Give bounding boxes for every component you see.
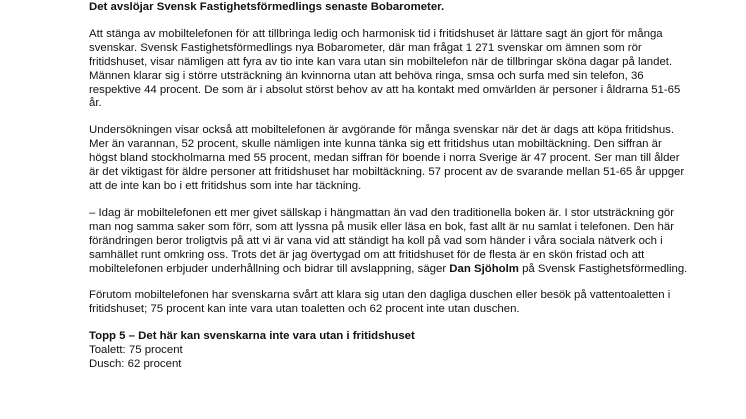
document-title: Det avslöjar Svensk Fastighetsförmedlings senaste Bobarometer.	[89, 1, 445, 13]
quote-speaker-name: Dan Sjöholm	[449, 262, 519, 275]
top5-item: Toalett: 75 procent	[89, 344, 183, 357]
paragraph-closing: Förutom mobiltelefonen har svenskarna svårt att klara sig utan den dagliga duschen eller besök på vattentoaletten i fritidshuset; 75 procent kan inte vara utan toaletten och 62 procent inte utan duschen.	[89, 289, 671, 316]
paragraph-quote	[89, 207, 689, 277]
paragraph-survey: Undersökningen visar också att mobiltelefonen är avgörande för många svenskar när det är dags att köpa fritidshus. Mer än varannan, 52 procent, skulle nämligen inte kunna tänka sig ett fritidshus utan mobiltäckning. Den siffran är högst bland stockholmarna med 55 procent, medan siffran för boende i norra Sverige är 47 procent. Ser man till ålder är det viktigast för äldre personer att fritidshuset har mobiltäckning. 57 procent av de svarande mellan 51-65 år uppger att de inte kan bo i ett fritidshus som inte har täckning.	[89, 124, 685, 192]
paragraph-intro: Att stänga av mobiltelefonen för att tillbringa ledig och harmonisk tid i fritidshuset är lättare sagt än gjort för många svenskar. Svensk Fastighetsförmedlings nya Bobarometer, där man frågat 1 271 svenskar om ämnen som rör fritidshuset, visar nämligen att fyra av tio inte kan vara utan sin mobiltelefon när de tillbringar sköna dagar på landet. Männen klarar sig i större utsträckning än kvinnorna utan att behöva ringa, smsa och surfa med sin telefon, 36 respektive 44 procent. De som är i absolut störst behov av att ha kontakt med omvärlden är personer i åldrarna 51-65 år.	[89, 27, 681, 110]
quote-text: – Idag är mobiltelefonen ett mer givet sällskap i hängmattan än vad den traditionella boken är. I stor utsträckning gör man nog samma saker som förr, som att lyssna på musik eller läsa en bok, fast allt är nu samlat i telefonen. Den här förändringen beror troligtvis på att vi är vana vid att ständigt ha koll på vad som händer i våra sociala nätverk och i samhället runt omkring oss. Trots det är jag övertygad om att fritidshuset för de flesta är en skön fristad och att mobiltelefonen erbjuder underhållning och bidrar till avslappning, säger	[89, 206, 675, 275]
top5-item: Dusch: 62 procent	[89, 358, 182, 371]
quote-attribution: på Svensk Fastighetsförmedling.	[518, 262, 688, 275]
top5-heading: Topp 5 – Det här kan svenskarna inte vara utan i fritidshuset	[89, 330, 415, 343]
document-page	[89, 0, 689, 372]
